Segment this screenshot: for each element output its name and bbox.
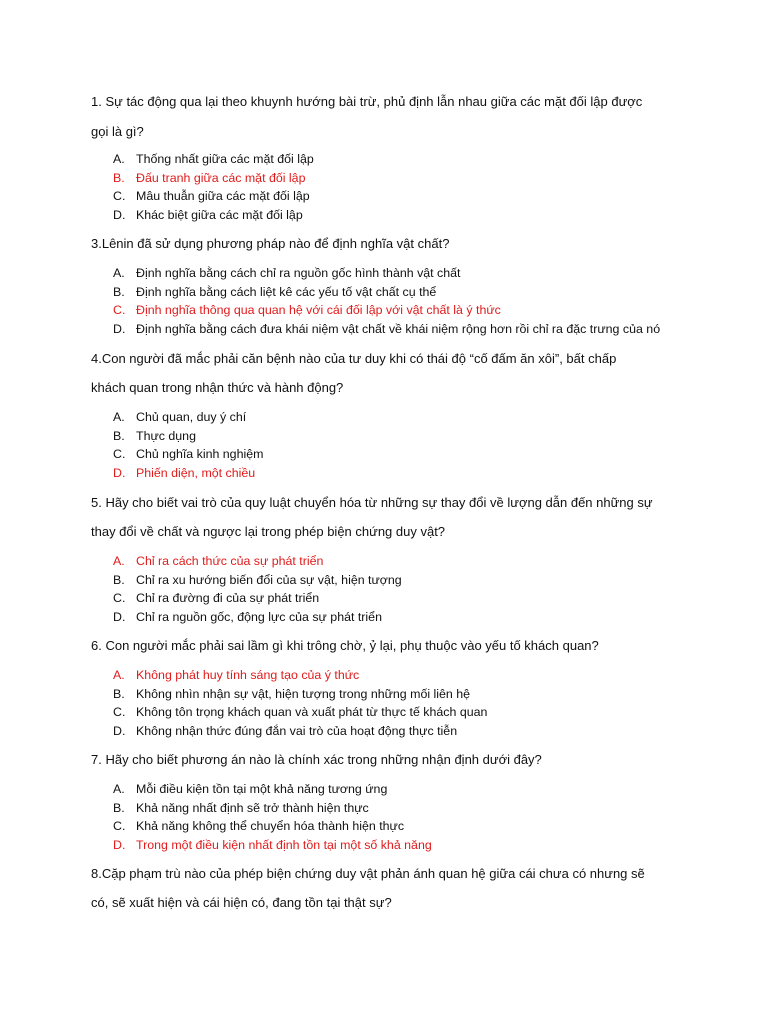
option [113, 817, 432, 836]
question-1-line-2: gọi là gì? [91, 124, 144, 139]
option-letter: A. [113, 410, 125, 424]
option [113, 187, 314, 206]
option-letter: A. [113, 266, 125, 280]
option-letter: B. [113, 428, 125, 443]
option-text: Khác biệt giữa các mặt đối lập [136, 208, 303, 223]
option [113, 206, 314, 225]
option-text: Không nhận thức đúng đắn vai trò của hoạt động thực tiễn [136, 724, 458, 739]
option [113, 264, 660, 283]
question-5-line-2: thay đổi về chất và ngược lại trong phép biện chứng duy vật? [91, 524, 446, 539]
option-text: Đấu tranh giữa các mặt đối lập [136, 170, 306, 185]
question-5-options [113, 552, 402, 627]
question-3-line-1: 3.Lênin đã sử dụng phương pháp nào để định nghĩa vật chất? [91, 236, 450, 251]
option-letter: B. [113, 800, 125, 815]
option-letter: A. [113, 554, 125, 568]
option-text: Định nghĩa thông qua quan hệ với cái đối lập với vật chất là ý thức [136, 303, 501, 318]
option-text: Định nghĩa bằng cách liệt kê các yếu tố vật chất cụ thể [136, 284, 437, 299]
option-letter: B. [113, 284, 125, 299]
option-text: Không phát huy tính sáng tạo của ý thức [136, 668, 360, 682]
option-text: Không tôn trọng khách quan và xuất phát từ thực tế khách quan [136, 705, 488, 720]
option-text: Khả năng nhất định sẽ trở thành hiện thực [136, 800, 369, 815]
correct-option [113, 836, 432, 855]
option-text: Mỗi điều kiện tồn tại một khả năng tương ứng [136, 782, 388, 796]
option [113, 320, 660, 339]
option-text: Mâu thuẫn giữa các mặt đối lập [136, 189, 310, 204]
option-letter: D. [113, 724, 126, 739]
option [113, 283, 660, 302]
option-text: Định nghĩa bằng cách chỉ ra nguồn gốc hình thành vật chất [136, 266, 461, 280]
option-letter: C. [113, 705, 126, 720]
option-letter: A. [113, 152, 125, 166]
option-text: Chỉ ra xu hướng biến đổi của sự vật, hiện tượng [136, 572, 402, 587]
option-text: Trong một điều kiện nhất định tồn tại một số khả năng [136, 838, 432, 853]
question-8-line-1: 8.Cặp phạm trù nào của phép biện chứng duy vật phản ánh quan hệ giữa cái chưa có nhưng sẽ [91, 866, 645, 881]
option-text: Không nhìn nhận sự vật, hiện tượng trong những mối liên hệ [136, 686, 471, 701]
question-6-options [113, 666, 487, 741]
option-letter: D. [113, 838, 126, 853]
option [113, 445, 263, 464]
option-text: Phiến diện, một chiều [136, 466, 256, 481]
correct-option [113, 552, 402, 571]
option-text: Chỉ ra cách thức của sự phát triển [136, 554, 324, 568]
option-letter: D. [113, 466, 126, 481]
option [113, 608, 402, 627]
option-letter: A. [113, 782, 125, 796]
option [113, 571, 402, 590]
question-4-line-1: 4.Con người đã mắc phải căn bệnh nào của tư duy khi có thái độ “cố đấm ăn xôi”, bất chấp [91, 351, 617, 366]
option-letter: D. [113, 610, 126, 625]
option-letter: B. [113, 572, 125, 587]
question-5-line-1: 5. Hãy cho biết vai trò của quy luật chuyển hóa từ những sự thay đổi về lượng dẫn đến những sự [91, 495, 653, 510]
option-letter: B. [113, 170, 125, 185]
question-4-options [113, 408, 263, 483]
option-letter: C. [113, 189, 126, 204]
question-1-options [113, 150, 314, 225]
option-letter: D. [113, 208, 126, 223]
option-text: Định nghĩa bằng cách đưa khái niệm vật chất về khái niệm rộng hơn rồi chỉ ra đặc trưng của nó [136, 322, 661, 337]
option-text: Chỉ ra đường đi của sự phát triển [136, 591, 320, 606]
question-7-line-1: 7. Hãy cho biết phương án nào là chính xác trong những nhận định dưới đây? [91, 752, 542, 767]
option [113, 799, 432, 818]
correct-option [113, 464, 263, 483]
option [113, 780, 432, 799]
option-text: Chỉ ra nguồn gốc, động lực của sự phát triển [136, 610, 382, 625]
option-letter: C. [113, 303, 126, 318]
question-6-line-1: 6. Con người mắc phải sai lầm gì khi trông chờ, ỷ lại, phụ thuộc vào yếu tố khách quan? [91, 638, 599, 653]
option [113, 408, 263, 427]
option-text: Thống nhất giữa các mặt đối lập [136, 152, 314, 166]
correct-option [113, 169, 314, 188]
correct-option [113, 666, 487, 685]
option-letter: C. [113, 819, 126, 834]
option-letter: B. [113, 686, 125, 701]
option-text: Khả năng không thể chuyển hóa thành hiện thực [136, 819, 405, 834]
question-4-line-2: khách quan trong nhận thức và hành động? [91, 380, 344, 395]
option [113, 427, 263, 446]
option [113, 589, 402, 608]
option [113, 703, 487, 722]
option [113, 722, 487, 741]
option-text: Thực dụng [136, 428, 196, 443]
option [113, 150, 314, 169]
option-text: Chủ nghĩa kinh nghiệm [136, 447, 264, 462]
question-1-line-1: 1. Sự tác động qua lại theo khuynh hướng bài trừ, phủ định lẫn nhau giữa các mặt đối lập được [91, 94, 643, 109]
option-letter: D. [113, 322, 126, 337]
option-text: Chủ quan, duy ý chí [136, 410, 247, 424]
correct-option [113, 301, 660, 320]
option [113, 685, 487, 704]
option-letter: C. [113, 591, 126, 606]
question-8-line-2: có, sẽ xuất hiện và cái hiện có, đang tồn tại thật sự? [91, 895, 392, 910]
question-3-options [113, 264, 660, 339]
option-letter: C. [113, 447, 126, 462]
question-7-options [113, 780, 432, 855]
option-letter: A. [113, 668, 125, 682]
